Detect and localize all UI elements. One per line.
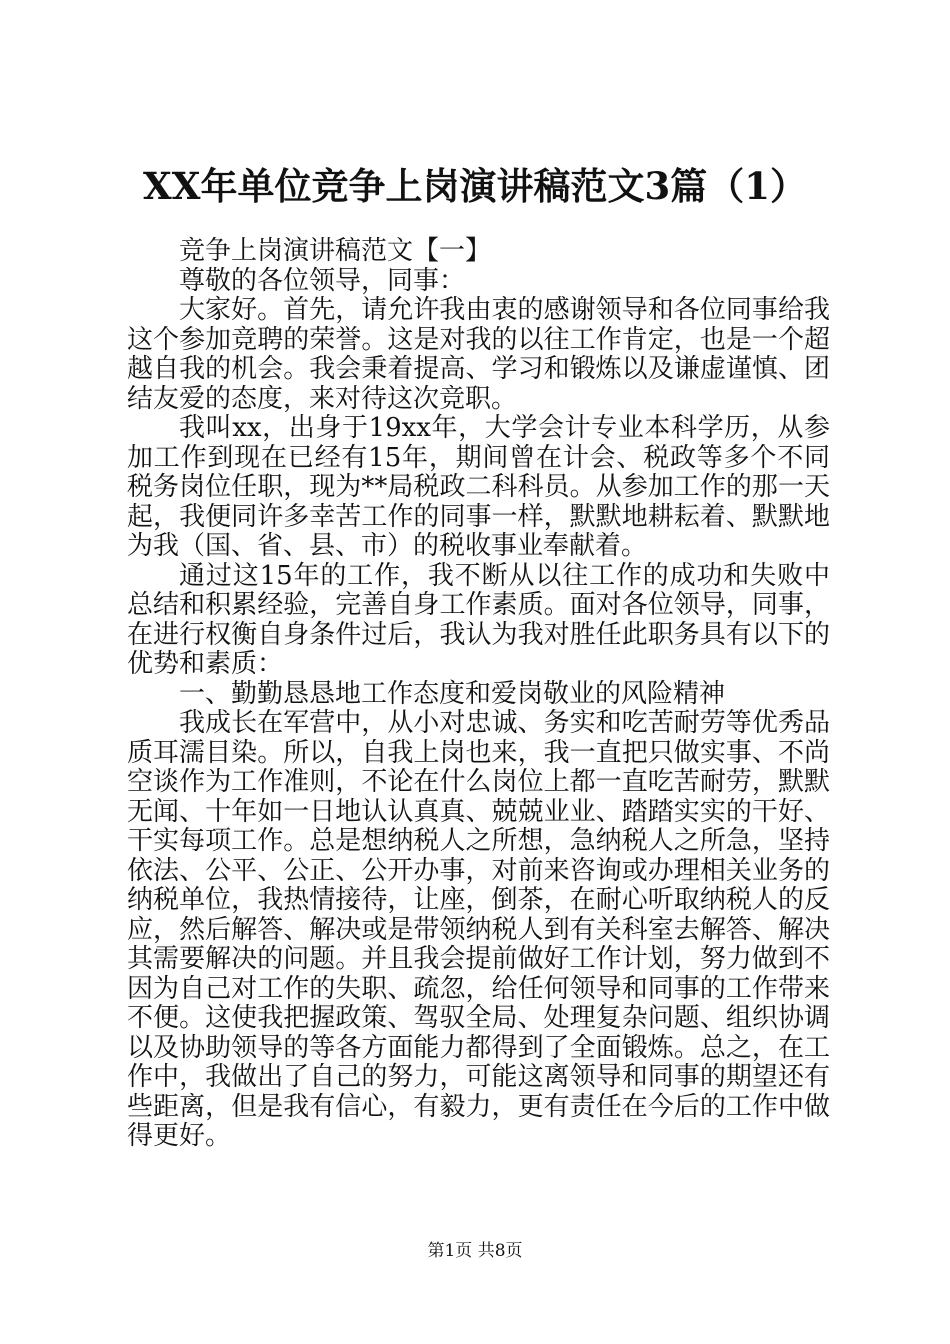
document-title: XX年单位竞争上岗演讲稿范文3篇（1） (143, 164, 807, 208)
paragraph: 通过这15年的工作，我不断从以往工作的成功和失败中总结和积累经验，完善自身工作素质。面对各位领导，同事，在进行权衡自身条件过后，我认为我对胜任此职务具有以下的优势和素质： (127, 560, 830, 679)
subsection-heading: 一、勤勤恳恳地工作态度和爱岗敬业的风险精神 (179, 678, 726, 709)
document-body (127, 237, 830, 1152)
paragraph: 我成长在军营中，从小对忠诚、务实和吃苦耐劳等优秀品质耳濡目染。所以，自我上岗也来，我一直把只做实事、不尚空谈作为工作准则，不论在什么岗位上都一直吃苦耐劳，默默无闻、十年如一日地认认真真、兢兢业业、踏踏实实的干好、干实每项工作。总是想纳税人之所想，急纳税人之所急，坚持依法、公平、公正、公开办事，对前来咨询或办理相关业务的纳税单位，我热情接待，让座，倒茶，在耐心听取纳税人的反应，然后解答、解决或是带领纳税人到有关科室去解答、解决其需要解决的问题。并且我会提前做好工作计划，努力做到不因为自己对工作的失职、疏忽，给任何领导和同事的工作带来不便。这使我把握政策、驾驭全局、处理复杂问题、组织协调以及协助领导的等各方面能力都得到了全面锻炼。总之，在工作中，我做出了自己的努力，可能这离领导和同事的期望还有些距离，但是我有信心，有毅力，更有责任在今后的工作中做得更好。 (127, 708, 830, 1151)
section-heading: 竞争上岗演讲稿范文【一】 (179, 236, 492, 266)
paragraph: 我叫xx，出身于19xx年，大学会计专业本科学历，从参加工作到现在已经有15年，期间曾在计会、税政等多个不同税务岗位任职，现为**局税政二科科员。从参加工作的那一天起，我便同许多幸苦工作的同事一样，默默地耕耘着、默默地为我（国、省、县、市）的税收事业奉献着。 (127, 413, 830, 561)
salutation: 尊敬的各位领导，同事： (179, 265, 466, 296)
paragraph: 大家好。首先，请允许我由衷的感谢领导和各位同事给我这个参加竞聘的荣誉。这是对我的以往工作肯定，也是一个超越自我的机会。我会秉着提高、学习和锻炼以及谦虚谨慎、团结友爱的态度，来对待这次竞职。 (127, 295, 830, 414)
page-footer: 第1页 共8页 (427, 1241, 523, 1261)
